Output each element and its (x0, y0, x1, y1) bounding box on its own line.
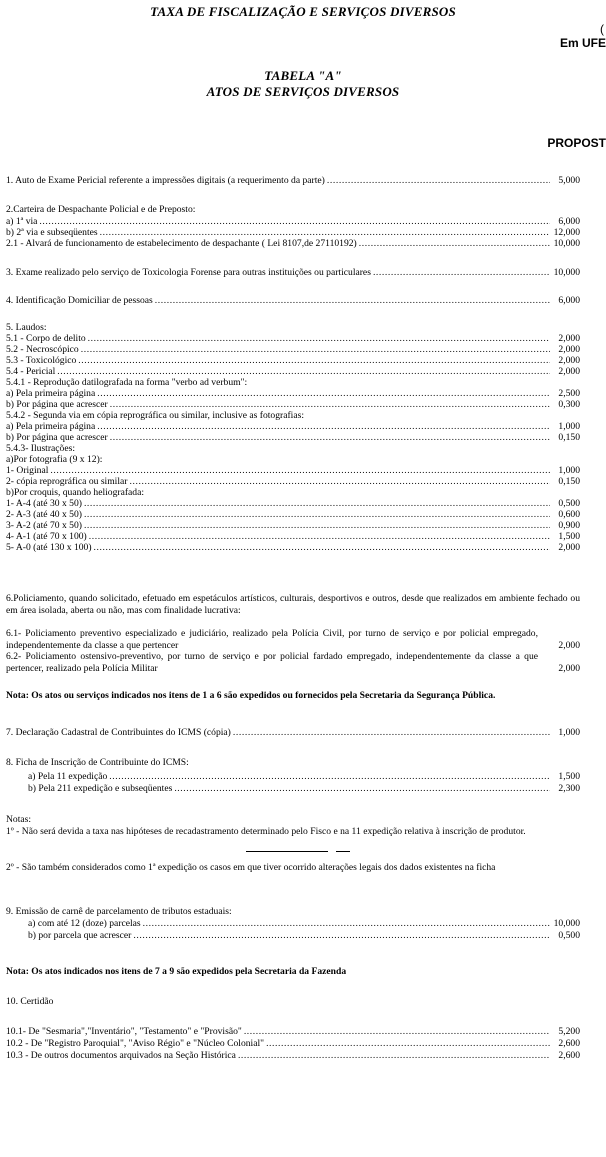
fee-row-8a (28, 771, 580, 782)
fee-row (6, 175, 580, 186)
fee-row (6, 322, 580, 333)
fee-row (6, 465, 580, 476)
table-subtitle: ATOS DE SERVIÇOS DIVERSOS (206, 84, 400, 99)
fee-row-value: 1,500 (558, 771, 580, 782)
note-2: 2º - São também considerados como 1ª expedição os casos em que tiver ocorrido alterações legais dos dados existentes na ficha (6, 862, 496, 873)
fee-row (6, 454, 580, 465)
policing-item-6-1-value: 2,000 (558, 640, 580, 651)
top-right-mark: ( (600, 22, 604, 36)
note-security: Nota: Os atos ou serviços indicados nos itens de 1 a 6 são expedidos ou fornecidos pela Secretaria da Segurança Pública. (6, 690, 496, 701)
fee-row-text: 5- A-0 (até 130 x 100) (6, 542, 92, 553)
fee-row-value: 0,600 (558, 509, 580, 520)
fee-row-text: 5.4.2 - Segunda via em cópia reprográfica ou similar, inclusive as fotografias: (6, 410, 304, 421)
unit-label: Em UFE (559, 36, 606, 50)
fee-row-text: 2.1 - Alvará de funcionamento de estabelecimento de despachante ( Lei 8107,de 27110192) (6, 238, 357, 249)
fee-row-value: 0,150 (558, 476, 580, 487)
fee-row-value: 6,000 (558, 216, 580, 227)
fee-row (6, 388, 580, 399)
fee-row-value: 2,600 (558, 1038, 580, 1049)
fee-row-value: 2,000 (558, 344, 580, 355)
note-finance: Nota: Os atos indicados nos itens de 7 a 9 são expedidos pela Secretaria da Fazenda (6, 966, 347, 977)
document-title: TAXA DE FISCALIZAÇÃO E SERVIÇOS DIVERSOS (150, 4, 456, 19)
fee-row (6, 377, 580, 388)
fee-row (6, 487, 580, 498)
fee-row-text: a) Pela primeira página (6, 388, 96, 399)
fee-row-text: 4- A-1 (até 70 x 100) (6, 531, 87, 542)
policing-item-6-2: 6.2- Policiamento ostensivo-preventivo, por turno de serviço e por policial fardado empregado, independentemente da classe a que pertencer, realizado pela Polícia Militar (6, 651, 538, 674)
fee-row (6, 421, 580, 432)
fee-row-value: 0,900 (558, 520, 580, 531)
fee-row-value: 5,200 (558, 1026, 580, 1037)
fee-row-text: 1- Original (6, 465, 49, 476)
fee-row-text: 10.1- De "Sesmaria","Inventário", "Testamento" e "Provisão" (6, 1026, 242, 1037)
fee-row-value: 6,000 (558, 295, 580, 306)
fee-row-text: 3. Exame realizado pelo serviço de Toxicologia Forense para outras instituições ou particulares (6, 267, 371, 278)
fee-row-value: 12,000 (553, 227, 580, 238)
fee-row-text: a) Pela primeira página (6, 421, 96, 432)
fee-row (6, 443, 580, 454)
fee-row-text: a) 1ª via (6, 216, 38, 227)
fee-row (6, 267, 580, 278)
fee-row-value: 0,300 (558, 399, 580, 410)
fee-row (6, 399, 580, 410)
policing-item-6-2-value: 2,000 (558, 663, 580, 674)
fee-row-value: 0,150 (558, 432, 580, 443)
fee-row-text: b) Pela 211 expedição e subseqüentes (28, 783, 173, 794)
fee-row-text: 5.4 - Pericial (6, 366, 56, 377)
policing-item-6-1: 6.1- Policiamento preventivo especializado e judiciário, realizado pela Polícia Civil, por turno de serviço e por policial empregado, independentemente da classe a que pertencer (6, 628, 538, 651)
fee-row-text: 3- A-2 (até 70 x 50) (6, 520, 82, 531)
pen-mark (336, 851, 350, 852)
fee-row (6, 542, 580, 553)
fee-row-value: 0,500 (558, 498, 580, 509)
fee-row (6, 227, 580, 238)
fee-row (6, 432, 580, 443)
fee-row-text: b) por parcela que acrescer (28, 930, 132, 941)
fee-row (6, 509, 580, 520)
fee-row-value: 0,500 (558, 930, 580, 941)
fee-row-text: 2.Carteira de Despachante Policial e de Preposto: (6, 204, 196, 215)
fee-row (6, 520, 580, 531)
fee-row-value: 2,500 (558, 388, 580, 399)
fee-row (6, 410, 580, 421)
fee-row-10-3 (6, 1050, 580, 1061)
fee-row (6, 366, 580, 377)
fee-row-7 (6, 727, 580, 738)
fee-row (6, 344, 580, 355)
fee-row-text: 5.2 - Necroscópico (6, 344, 79, 355)
fee-row-text: b) 2ª via e subseqüentes (6, 227, 98, 238)
fee-row-value: 10,000 (553, 267, 580, 278)
fee-row-text: a)Por fotografia (9 x 12): (6, 454, 103, 465)
fee-row-text: 2- A-3 (até 40 x 50) (6, 509, 82, 520)
proposal-label: PROPOST (547, 136, 606, 150)
notes-label: Notas: (6, 814, 32, 825)
fee-row-text: 10.2 - De "Registro Paroquial", "Aviso Régio" e "Núcleo Colonial" (6, 1038, 265, 1049)
fee-row-value: 10,000 (553, 918, 580, 929)
fee-row-value: 2,000 (558, 333, 580, 344)
fee-row-text: 1. Auto de Exame Pericial referente a impressões digitais (a requerimento da parte) (6, 175, 325, 186)
fee-row-text: 5. Laudos: (6, 322, 47, 333)
fee-row (6, 355, 580, 366)
fee-row (6, 476, 580, 487)
fee-row-text: a) com até 12 (doze) parcelas (28, 918, 141, 929)
fee-row (6, 333, 580, 344)
fee-row-text: 7. Declaração Cadastral de Contribuintes do ICMS (cópia) (6, 727, 231, 738)
fee-row-10-1 (6, 1026, 580, 1037)
fee-row-9b (28, 930, 580, 941)
fee-row-9a (28, 918, 580, 929)
policing-intro: 6.Policiamento, quando solicitado, efetuado em espetáculos artísticos, culturais, desportivos e outros, desde que realizados em ambiente fechado ou em área isolada, aberta ou não, mas com finalidade lucrativa: (6, 593, 580, 616)
fee-row-value: 10,000 (553, 238, 580, 249)
fee-row-text: 4. Identificação Domiciliar de pessoas (6, 295, 153, 306)
fee-row-text: 5.4.3- Ilustrações: (6, 443, 76, 454)
item-9-title: 9. Emissão de carnê de parcelamento de tributos estaduais: (6, 906, 232, 917)
fee-row-text: 2- cópia reprográfica ou similar (6, 476, 128, 487)
fee-row-value: 2,300 (558, 783, 580, 794)
fee-row (6, 498, 580, 509)
note-1: 1º - Não será devida a taxa nas hipóteses de recadastramento determinado pelo Fisco e na 11 expedição relativa à inscrição de produtor. (6, 826, 526, 837)
fee-row-text: 10.3 - De outros documentos arquivados na Seção Histórica (6, 1050, 236, 1061)
fee-row (6, 238, 580, 249)
item-10-title: 10. Certidão (6, 996, 54, 1007)
fee-row-text: 5.3 - Toxicológico (6, 355, 77, 366)
fee-row-value: 1,000 (558, 421, 580, 432)
fee-row-value: 2,000 (558, 355, 580, 366)
fee-row-text: 5.4.1 - Reprodução datilografada na forma "verbo ad verbum": (6, 377, 248, 388)
fee-row-value: 5,000 (558, 175, 580, 186)
fee-row-text: b) Por página que acrescer (6, 399, 108, 410)
fee-row-8b (28, 783, 580, 794)
fee-row-value: 2,600 (558, 1050, 580, 1061)
fee-row (6, 204, 580, 215)
fee-row-text: a) Pela 11 expedição (28, 771, 108, 782)
fee-row (6, 216, 580, 227)
table-title: TABELA "A" (264, 68, 342, 83)
fee-row-value: 2,000 (558, 366, 580, 377)
pen-mark (246, 851, 328, 852)
fee-row-value: 1,000 (558, 727, 580, 738)
fee-row-10-2 (6, 1038, 580, 1049)
fee-row-text: 5.1 - Corpo de delito (6, 333, 86, 344)
fee-row-text: 1- A-4 (até 30 x 50) (6, 498, 82, 509)
fee-row-value: 2,000 (558, 542, 580, 553)
item-8-title: 8. Ficha de Inscrição de Contribuinte do ICMS: (6, 757, 189, 768)
fee-row-value: 1,000 (558, 465, 580, 476)
fee-row-text: b) Por página que acrescer (6, 432, 108, 443)
fee-row (6, 295, 580, 306)
fee-row-text: b)Por croquis, quando heliografada: (6, 487, 145, 498)
fee-row (6, 531, 580, 542)
fee-row-value: 1,500 (558, 531, 580, 542)
